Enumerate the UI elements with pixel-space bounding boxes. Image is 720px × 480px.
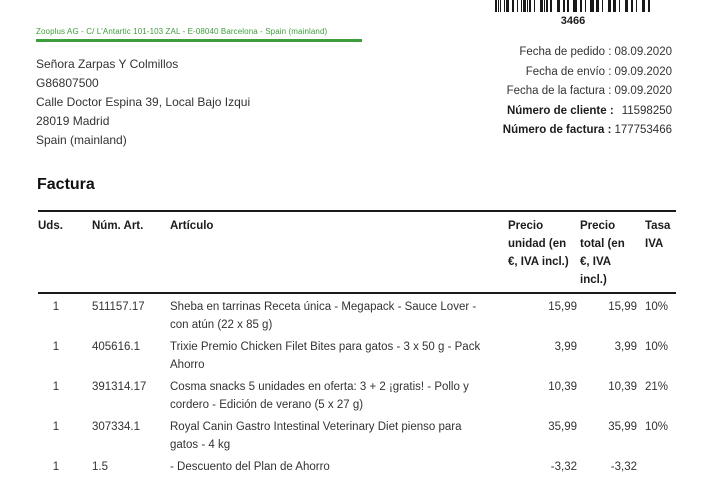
invoice-date-line bbox=[503, 82, 672, 102]
order-date-value: 08.09.2020 bbox=[614, 46, 672, 58]
cell-unit-price: 3,99 bbox=[554, 341, 577, 353]
ship-date-value: 09.09.2020 bbox=[614, 65, 672, 78]
cell-article: Cosma snacks 5 unidades en oferta: 3 + 2 ¡gratis! - Pollo y cordero - Edición de verano (5 x 27 g) bbox=[170, 381, 469, 411]
cell-art-no: 391314.17 bbox=[92, 381, 147, 393]
cell-art-no: 307334.1 bbox=[92, 421, 140, 433]
cell-unit-price: -3,32 bbox=[550, 461, 577, 473]
header-tax: Tasa IVA bbox=[645, 220, 671, 250]
header-total-price: Precio total (en €, IVA incl.) bbox=[580, 220, 625, 286]
order-date-label: Fecha de pedido : bbox=[519, 46, 612, 58]
cell-total-price: 15,99 bbox=[608, 301, 637, 313]
barcode-icon bbox=[495, 0, 651, 12]
barcode-number: 3466 bbox=[560, 15, 586, 27]
header-qty: Uds. bbox=[38, 220, 63, 232]
cell-article: Sheba en tarrinas Receta única - Megapack - Sauce Lover - con atún (22 x 85 g) bbox=[170, 301, 477, 331]
invoice-table bbox=[38, 210, 676, 480]
invoice-number-value: 177753466 bbox=[614, 124, 672, 136]
cell-total-price: 3,99 bbox=[614, 341, 637, 353]
cell-tax: 21% bbox=[645, 381, 669, 393]
cell-tax: 10% bbox=[645, 341, 669, 353]
page-title: Factura bbox=[37, 176, 95, 193]
cell-total-price: 10,39 bbox=[608, 381, 637, 393]
recipient-country: Spain (mainland) bbox=[36, 133, 127, 147]
invoice-number-label: Número de factura : bbox=[502, 124, 612, 136]
cell-article: - Descuento del Plan de Ahorro bbox=[170, 461, 330, 473]
table-header-row bbox=[38, 212, 676, 294]
cell-qty: 1 bbox=[52, 421, 60, 433]
ship-date-label: Fecha de envío : bbox=[525, 65, 612, 78]
invoice-number-line bbox=[503, 121, 672, 141]
table-row bbox=[38, 414, 676, 454]
customer-number-label: Número de cliente : bbox=[506, 104, 614, 117]
cell-article: Trixie Premio Chicken Filet Bites para gatos - 3 x 50 g - Pack Ahorro bbox=[170, 341, 481, 371]
customer-number-value: 11598250 bbox=[621, 104, 672, 117]
recipient-tax-id: G86807500 bbox=[36, 76, 99, 90]
cell-tax: 10% bbox=[645, 301, 669, 313]
table-row-discount bbox=[38, 454, 676, 480]
ship-date-line bbox=[503, 63, 672, 83]
table-row bbox=[38, 294, 676, 334]
barcode bbox=[495, 0, 651, 27]
table-row bbox=[38, 334, 676, 374]
cell-total-price: -3,32 bbox=[610, 461, 637, 473]
sender-return-address: Zooplus AG - C/ L'Antartic 101-103 ZAL - E-08040 Barcelona - Spain (mainland) bbox=[36, 27, 362, 42]
recipient-address-block bbox=[36, 55, 250, 150]
order-date-line bbox=[503, 43, 672, 63]
invoice-meta-block bbox=[503, 43, 672, 141]
cell-unit-price: 10,39 bbox=[548, 381, 577, 393]
cell-art-no: 1.5 bbox=[92, 461, 108, 473]
table-row bbox=[38, 374, 676, 414]
customer-number-line bbox=[503, 102, 672, 122]
invoice-date-label: Fecha de la factura : bbox=[506, 85, 612, 97]
cell-art-no: 511157.17 bbox=[92, 301, 145, 313]
recipient-street: Calle Doctor Espina 39, Local Bajo Izqui bbox=[36, 95, 251, 109]
cell-total-price: 35,99 bbox=[608, 421, 637, 433]
recipient-name: Señora Zarpas Y Colmillos bbox=[36, 57, 179, 71]
recipient-city: 28019 Madrid bbox=[36, 114, 110, 128]
cell-unit-price: 35,99 bbox=[548, 421, 577, 433]
header-unit-price: Precio unidad (en €, IVA incl.) bbox=[508, 220, 569, 268]
cell-tax: 10% bbox=[645, 421, 669, 433]
cell-article: Royal Canin Gastro Intestinal Veterinary Diet pienso para gatos - 4 kg bbox=[170, 421, 462, 451]
cell-unit-price: 15,99 bbox=[548, 301, 577, 313]
header-article: Artículo bbox=[170, 220, 214, 232]
invoice-date-value: 09.09.2020 bbox=[614, 85, 672, 97]
cell-qty: 1 bbox=[52, 301, 60, 313]
cell-qty: 1 bbox=[52, 341, 60, 353]
cell-qty: 1 bbox=[52, 381, 60, 393]
cell-qty: 1 bbox=[52, 461, 60, 473]
cell-art-no: 405616.1 bbox=[92, 341, 140, 353]
header-art-no: Núm. Art. bbox=[92, 220, 144, 232]
cell-tax bbox=[637, 458, 676, 480]
